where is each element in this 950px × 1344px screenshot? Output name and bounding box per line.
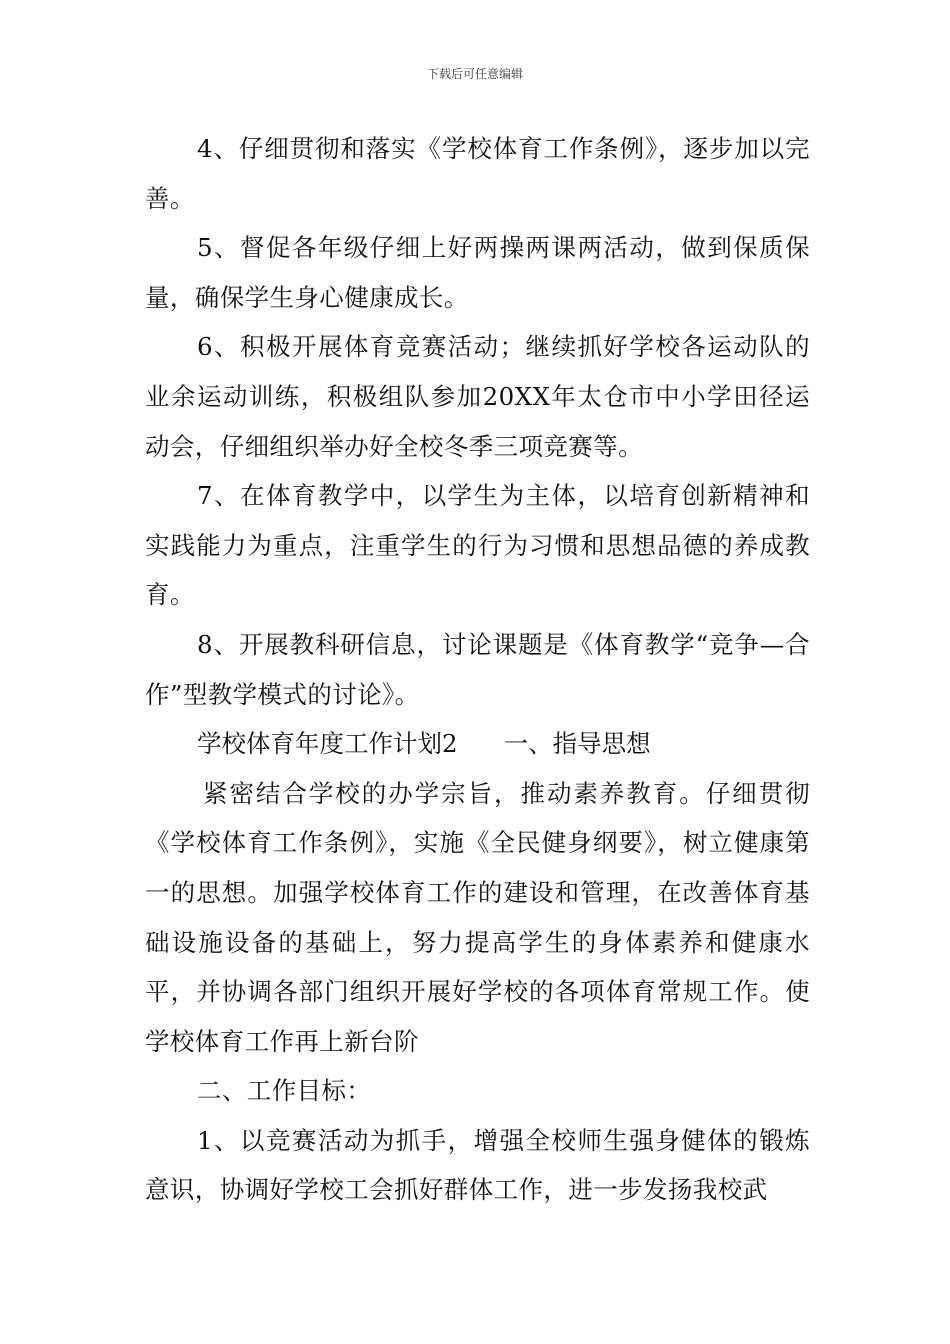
paragraph-item-5: 5、督促各年级仔细上好两操两课两活动，做到保质保量，确保学生身心健康成长。 xyxy=(145,233,810,312)
page-header-note: 下载后可任意编辑 xyxy=(426,67,523,81)
paragraph-work-goals-heading: 二、工作目标： xyxy=(197,1076,372,1106)
section-title: 学校体育年度工作计划2 xyxy=(197,729,458,759)
paragraph-item-6: 6、积极开展体育竞赛活动；继续抓好学校各运动队的业余运动训练，积极组队参加20XX年太仓市中小学田径运动会，仔细组织举办好全校冬季三项竞赛等。 xyxy=(145,332,810,461)
paragraph-item-7: 7、在体育教学中，以学生为主体，以培育创新精神和实践能力为重点，注重学生的行为习惯和思想品德的养成教育。 xyxy=(145,481,810,610)
paragraph-item-8: 8、开展教科研信息，讨论课题是《体育教学“竞争—合作”型教学模式的讨论》。 xyxy=(145,629,810,709)
document-body xyxy=(145,124,810,1215)
section-heading xyxy=(145,719,810,769)
paragraph-item-4: 4、仔细贯彻和落实《学校体育工作条例》，逐步加以完善。 xyxy=(145,134,810,213)
paragraph-goal-1: 1、以竞赛活动为抓手，增强全校师生强身健体的锻炼意识，协调好学校工会抓好群体工作，进一步发扬我校武 xyxy=(145,1125,810,1205)
section-subtitle: 一、指导思想 xyxy=(503,729,651,759)
paragraph-guiding-thought: 紧密结合学校的办学宗旨，推动素养教育。仔细贯彻《学校体育工作条例》，实施《全民健身纲要》，树立健康第一的思想。加强学校体育工作的建设和管理，在改善体育基础设施设备的基础上，努力提高学生的身体素养和健康水平，并协调各部门组织开展好学校的各项体育常规工作。使学校体育工作再上新台阶 xyxy=(145,778,810,1056)
